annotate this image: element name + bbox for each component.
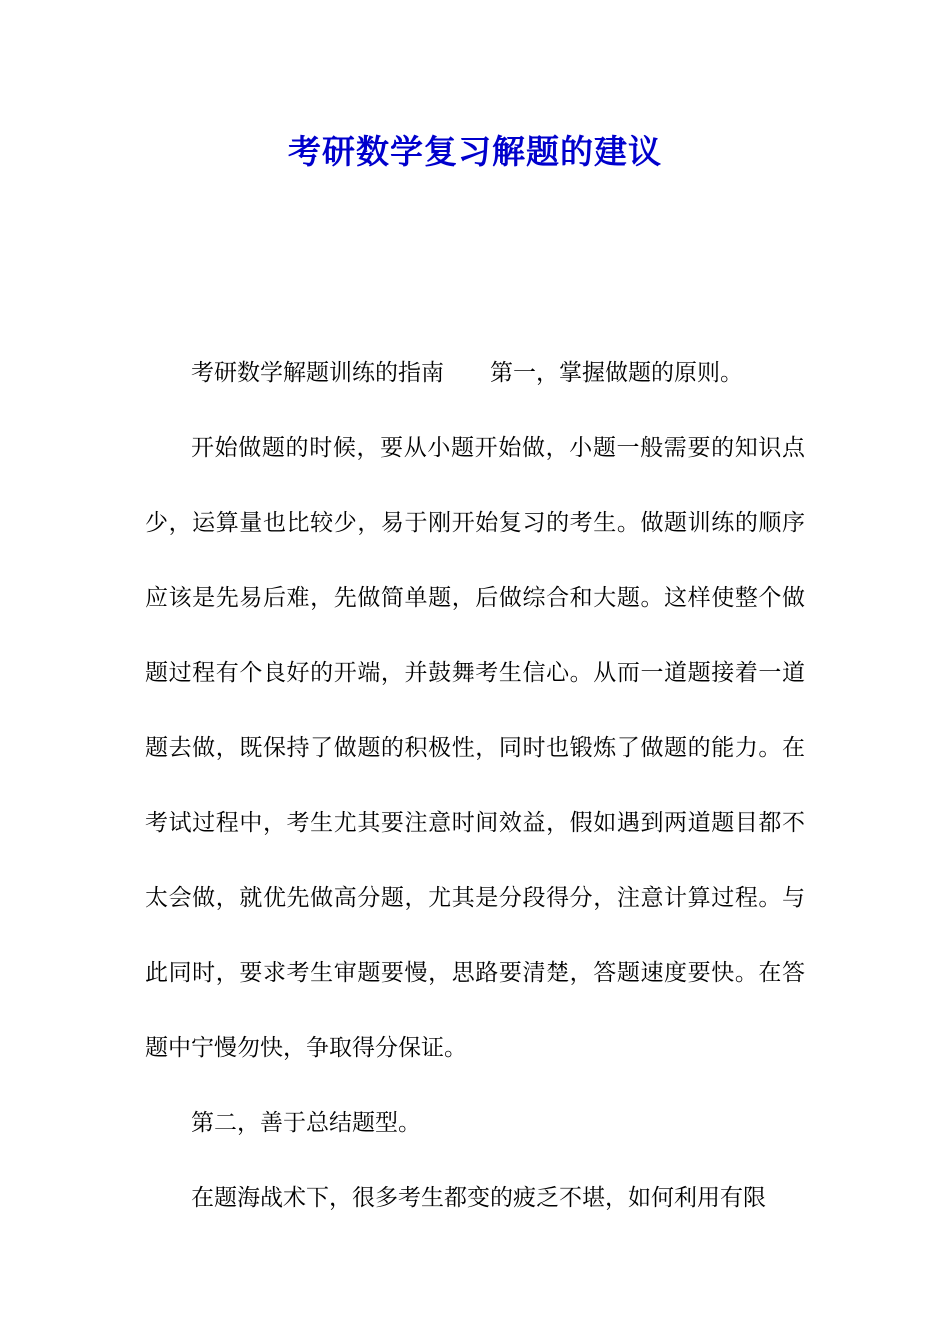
- paragraph-4: 在题海战术下，很多考生都变的疲乏不堪，如何利用有限: [191, 1185, 766, 1211]
- paragraph-2: 开始做题的时候，要从小题开始做，小题一般需要的知识点少，运算量也比较少，易于刚开始复习的考生。做题训练的顺序应该是先易后难，先做简单题，后做综合和大题。这样使整个做题过程有个良好的开端，并鼓舞考生信心。从而一道题接着一道题去做，既保持了做题的积极性，同时也锻炼了做题的能力。在考试过程中，考生尤其要注意时间效益，假如遇到两道题目都不太会做，就优先做高分题，尤其是分段得分，注意计算过程。与此同时，要求考生审题要慢，思路要清楚，答题速度要快。在答题中宁慢勿快，争取得分保证。: [145, 435, 805, 1061]
- paragraph-1: [145, 336, 805, 411]
- paragraph-1-lead: 考研数学解题训练的指南: [191, 360, 444, 386]
- paragraph-3: 第二，善于总结题型。: [191, 1110, 421, 1136]
- document-title: 考研数学复习解题的建议: [288, 132, 662, 171]
- paragraph-1-text: 第一，掌握做题的原则。: [490, 360, 743, 386]
- document-body: [145, 336, 805, 1236]
